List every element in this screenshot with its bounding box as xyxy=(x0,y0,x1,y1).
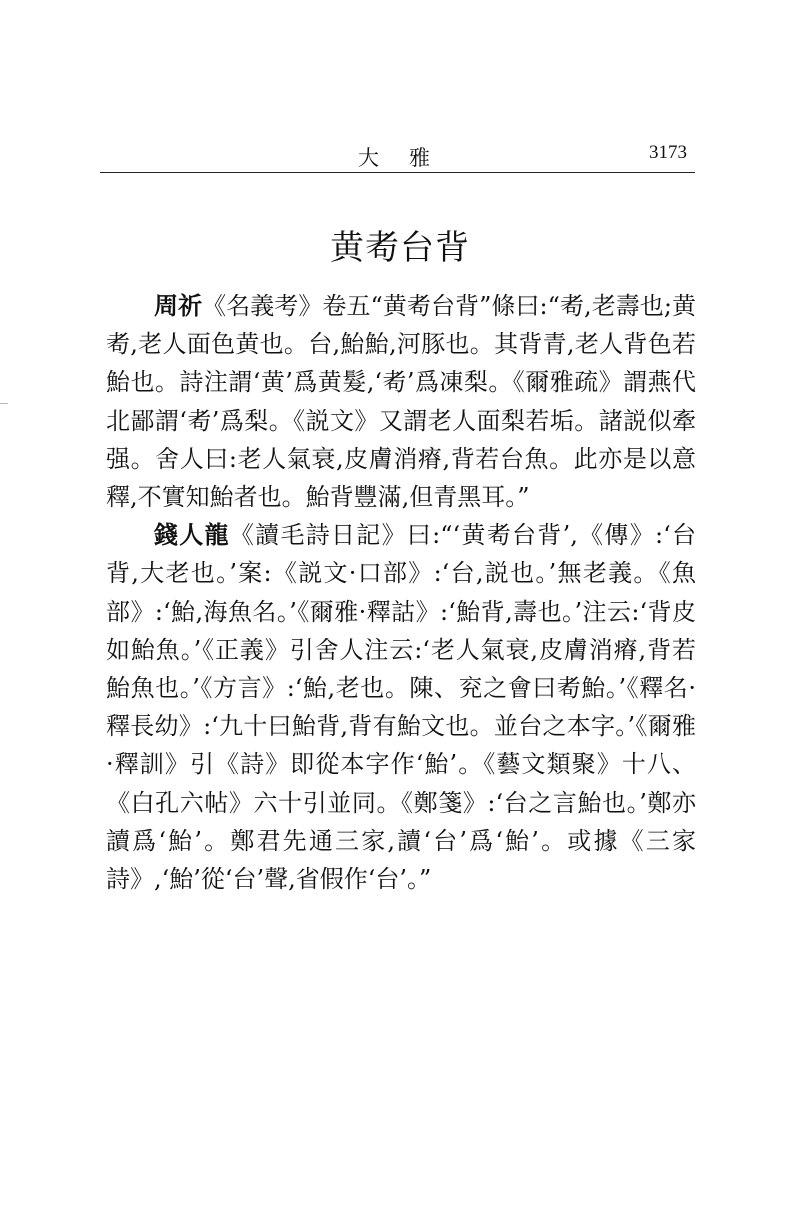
running-head xyxy=(100,140,695,170)
margin-mark xyxy=(0,403,8,404)
page-number: 3173 xyxy=(649,142,687,163)
cited-author: 錢人龍 xyxy=(154,520,230,550)
paragraph xyxy=(106,287,696,516)
paragraph xyxy=(106,516,696,898)
entry-body xyxy=(106,287,696,898)
header-rule xyxy=(100,172,695,173)
paragraph-text: 《讀毛詩日記》曰:“‘黄耇台背’,《傳》:‘台背,大老也。’案:《説文·口部》:‘台,説也。’無老義。《魚部》:‘鮐,海魚名。’《爾雅·釋詁》:‘鮐背,壽也。’注云:‘背皮如鮐魚。’《正義》引舍人注云:‘老人氣衰,皮膚消瘠,背若鮐魚也。’《方言》:‘鮐,老也。陳、兖之會曰耇鮐。’《釋名·釋長幼》:‘九十曰鮐背,背有鮐文也。並台之本字。’《爾雅·釋訓》引《詩》即從本字作‘鮐’。《藝文類聚》十八、《白孔六帖》六十引並同。《鄭箋》:‘台之言鮐也。’鄭亦讀爲‘鮐’。鄭君先通三家,讀‘台’爲‘鮐’。或據《三家詩》,‘鮐’從‘台’聲,省假作‘台’。” xyxy=(106,521,697,894)
cited-author: 周祈 xyxy=(154,291,203,320)
running-head-section: 大雅 xyxy=(358,146,460,170)
paragraph-text: 《名義考》卷五“黄耇台背”條曰:“耇,老壽也;黄耇,老人面色黄也。台,鮐鮐,河豚也。其背青,老人背色若鮐也。詩注謂‘黄’爲黄髮,‘耇’爲凍梨。《爾雅疏》謂燕代北鄙謂‘耇’爲梨。《説文》又謂老人面梨若垢。諸説似牽强。舍人曰:老人氣衰,皮膚消瘠,背若台魚。此亦是以意釋,不實知鮐者也。鮐背豐滿,但青黑耳。” xyxy=(106,292,697,512)
entry-title: 黄耇台背 xyxy=(330,228,470,268)
